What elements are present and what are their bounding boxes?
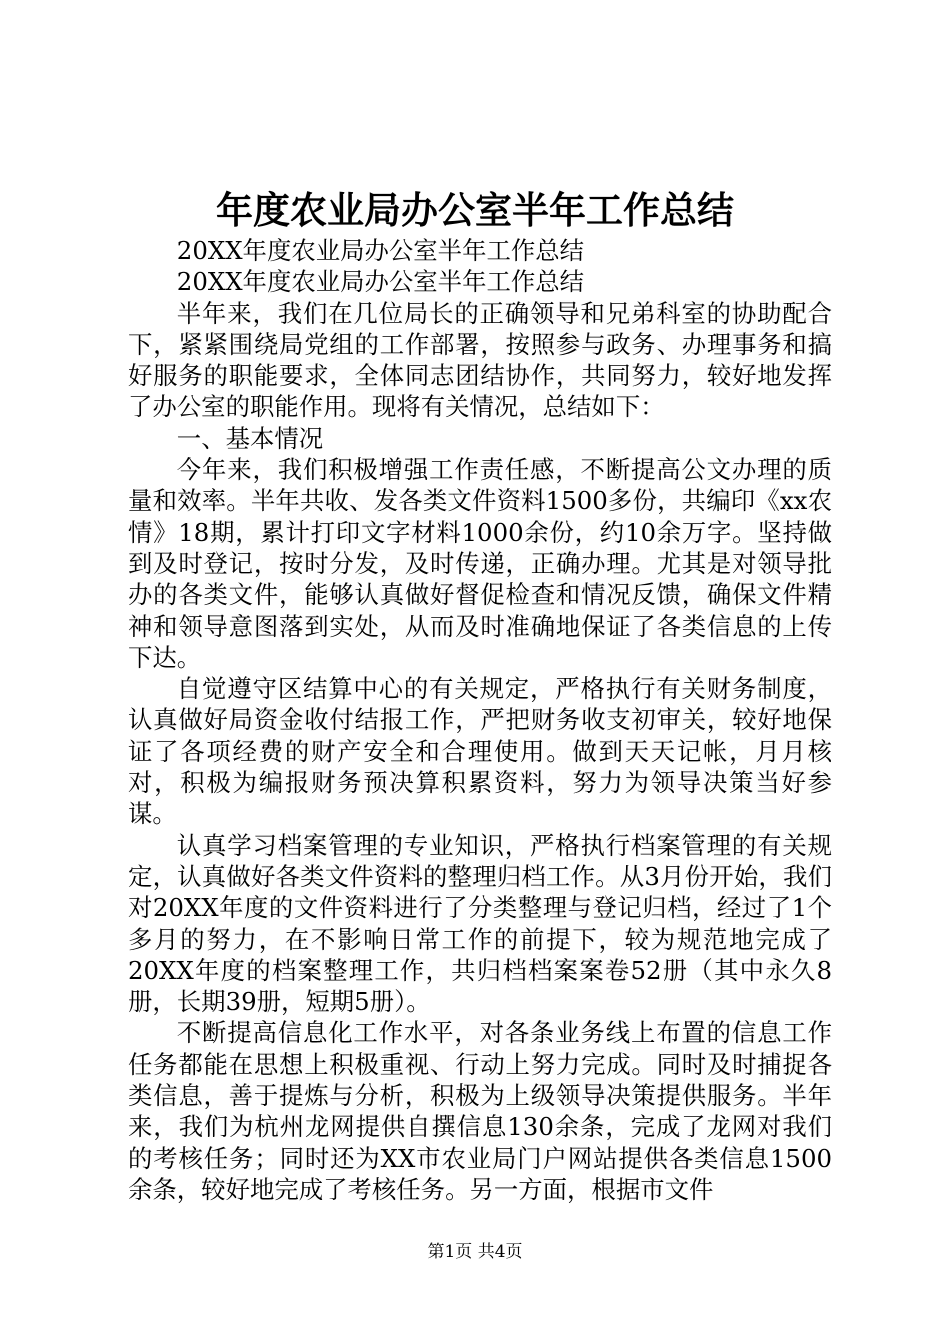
subtitle-line: 20XX年度农业局办公室半年工作总结 xyxy=(176,236,585,265)
body-paragraph: 不断提高信息化工作水平，对各条业务线上布置的信息工作任务都能在思想上积极重视、行动上努力完成。同时及时捕捉各类信息，善于提炼与分析，积极为上级领导决策提供服务。半年来，我们为杭州龙网提供自撰信息130余条，完成了龙网对我们的考核任务；同时还为XX市农业局门户网站提供各类信息1500余条，较好地完成了考核任务。另一方面，根据市文件 xyxy=(128,1018,832,1204)
document-body xyxy=(128,235,832,1205)
page-footer: 第1页 共4页 xyxy=(427,1242,523,1262)
document-title: 年度农业局办公室半年工作总结 xyxy=(216,188,734,232)
body-paragraph: 半年来，我们在几位局长的正确领导和兄弟科室的协助配合下，紧紧围绕局党组的工作部署，按照参与政务、办理事务和搞好服务的职能要求，全体同志团结协作，共同努力，较好地发挥了办公室的职能作用。现将有关情况，总结如下： xyxy=(128,298,832,422)
body-paragraph: 认真学习档案管理的专业知识，严格执行档案管理的有关规定，认真做好各类文件资料的整理归档工作。从3月份开始，我们对20XX年度的文件资料进行了分类整理与登记归档，经过了1个多月的努力，在不影响日常工作的前提下，较为规范地完成了20XX年度的档案整理工作，共归档档案案卷52册（其中永久8册，长期39册，短期5册）。 xyxy=(128,830,832,1017)
body-paragraph: 今年来，我们积极增强工作责任感，不断提高公文办理的质量和效率。半年共收、发各类文件资料1500多份，共编印《xx农情》18期，累计打印文字材料1000余份，约10余万字。坚持做到及时登记，按时分发，及时传递，正确办理。尤其是对领导批办的各类文件，能够认真做好督促检查和情况反馈，确保文件精神和领导意图落到实处，从而及时准确地保证了各类信息的上传下达。 xyxy=(128,455,832,672)
section-heading: 一、基本情况 xyxy=(176,423,324,453)
subtitle-line: 20XX年度农业局办公室半年工作总结 xyxy=(176,267,585,297)
body-paragraph: 自觉遵守区结算中心的有关规定，严格执行有关财务制度，认真做好局资金收付结报工作，严把财务收支初审关，较好地保证了各项经费的财产安全和合理使用。做到天天记帐，月月核对，积极为编报财务预决算积累资料，努力为领导决策当好参谋。 xyxy=(128,674,832,829)
